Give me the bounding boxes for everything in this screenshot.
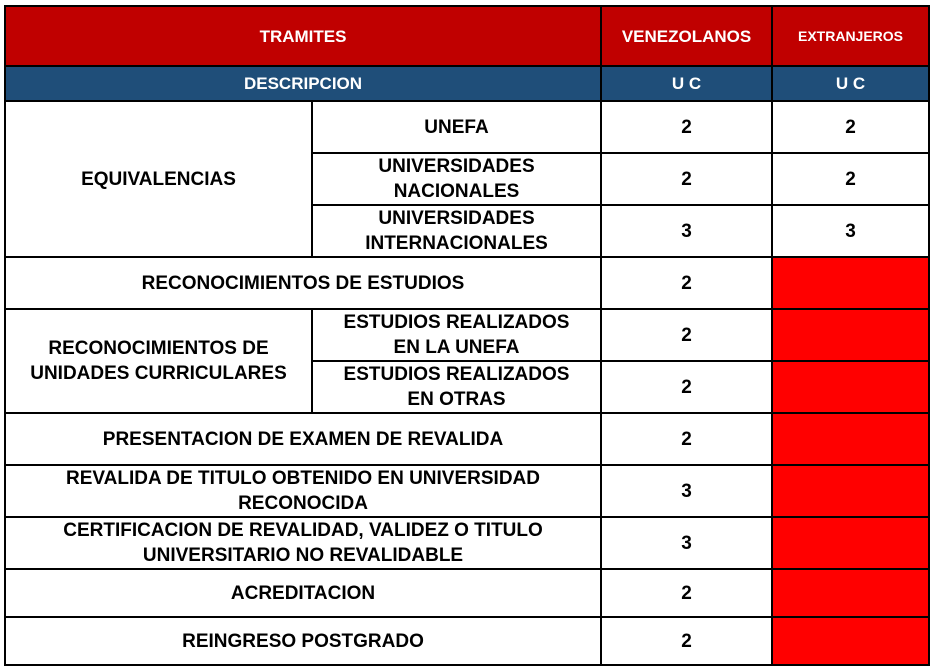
table-row	[5, 309, 929, 361]
equivalencias-nacionales-label	[312, 153, 601, 205]
extranjeros-header: EXTRANJEROS	[772, 6, 929, 66]
equivalencias-unefa-label: UNEFA	[312, 101, 601, 153]
acreditacion-label: ACREDITACION	[5, 569, 601, 617]
equivalencias-internacionales-extranjeros: 3	[772, 205, 929, 257]
examen-revalida-label: PRESENTACION DE EXAMEN DE REVALIDA	[5, 413, 601, 465]
table-row	[5, 465, 929, 517]
not-applicable-cell	[772, 309, 929, 361]
nacionales-line1: UNIVERSIDADES	[378, 156, 535, 177]
not-applicable-cell	[772, 413, 929, 465]
table-row	[5, 617, 929, 665]
certificacion-line1: CERTIFICACION DE REVALIDAD, VALIDEZ O TITULO	[63, 520, 543, 541]
uc-otras-line2: EN OTRAS	[407, 389, 506, 410]
reconocimientos-uc-otras-label	[312, 361, 601, 413]
certificacion-venezolanos: 3	[601, 517, 772, 569]
equivalencias-label: EQUIVALENCIAS	[5, 101, 312, 257]
tramites-table	[4, 5, 930, 666]
reconocimientos-uc-unefa-label	[312, 309, 601, 361]
not-applicable-cell	[772, 517, 929, 569]
not-applicable-cell	[772, 361, 929, 413]
equivalencias-nacionales-extranjeros: 2	[772, 153, 929, 205]
internacionales-line1: UNIVERSIDADES	[378, 208, 535, 229]
acreditacion-venezolanos: 2	[601, 569, 772, 617]
uc-extranjeros-header: U C	[772, 66, 929, 101]
table-row	[5, 517, 929, 569]
table-row	[5, 413, 929, 465]
reingreso-label: REINGRESO POSTGRADO	[5, 617, 601, 665]
uc-unefa-line2: EN LA UNEFA	[393, 337, 520, 358]
reconocimientos-uc-unefa-venezolanos: 2	[601, 309, 772, 361]
subheader-row	[5, 66, 929, 101]
revalida-titulo-label	[5, 465, 601, 517]
table-row	[5, 101, 929, 153]
nacionales-line2: NACIONALES	[393, 181, 520, 202]
descripcion-header: DESCRIPCION	[5, 66, 601, 101]
internacionales-line2: INTERNACIONALES	[365, 233, 548, 254]
tramites-header: TRAMITES	[5, 6, 601, 66]
table-row	[5, 569, 929, 617]
uc-venezolanos-header: U C	[601, 66, 772, 101]
equivalencias-nacionales-venezolanos: 2	[601, 153, 772, 205]
reconocimientos-estudios-label: RECONOCIMIENTOS DE ESTUDIOS	[5, 257, 601, 309]
reingreso-venezolanos: 2	[601, 617, 772, 665]
header-row	[5, 6, 929, 66]
equivalencias-unefa-extranjeros: 2	[772, 101, 929, 153]
reconocimientos-uc-label	[5, 309, 312, 413]
certificacion-label	[5, 517, 601, 569]
reconocimientos-uc-line2: UNIDADES CURRICULARES	[30, 363, 287, 384]
uc-otras-line1: ESTUDIOS REALIZADOS	[343, 364, 570, 385]
uc-unefa-line1: ESTUDIOS REALIZADOS	[343, 312, 570, 333]
table-row	[5, 257, 929, 309]
revalida-titulo-line1: REVALIDA DE TITULO OBTENIDO EN UNIVERSIDAD	[66, 468, 540, 489]
certificacion-line2: UNIVERSITARIO NO REVALIDABLE	[142, 545, 464, 566]
reconocimientos-uc-otras-venezolanos: 2	[601, 361, 772, 413]
reconocimientos-estudios-venezolanos: 2	[601, 257, 772, 309]
not-applicable-cell	[772, 257, 929, 309]
reconocimientos-uc-line1: RECONOCIMIENTOS DE	[48, 338, 269, 359]
equivalencias-internacionales-venezolanos: 3	[601, 205, 772, 257]
equivalencias-internacionales-label	[312, 205, 601, 257]
not-applicable-cell	[772, 465, 929, 517]
examen-revalida-venezolanos: 2	[601, 413, 772, 465]
not-applicable-cell	[772, 569, 929, 617]
venezolanos-header: VENEZOLANOS	[601, 6, 772, 66]
not-applicable-cell	[772, 617, 929, 665]
revalida-titulo-venezolanos: 3	[601, 465, 772, 517]
revalida-titulo-line2: RECONOCIDA	[238, 493, 368, 514]
equivalencias-unefa-venezolanos: 2	[601, 101, 772, 153]
